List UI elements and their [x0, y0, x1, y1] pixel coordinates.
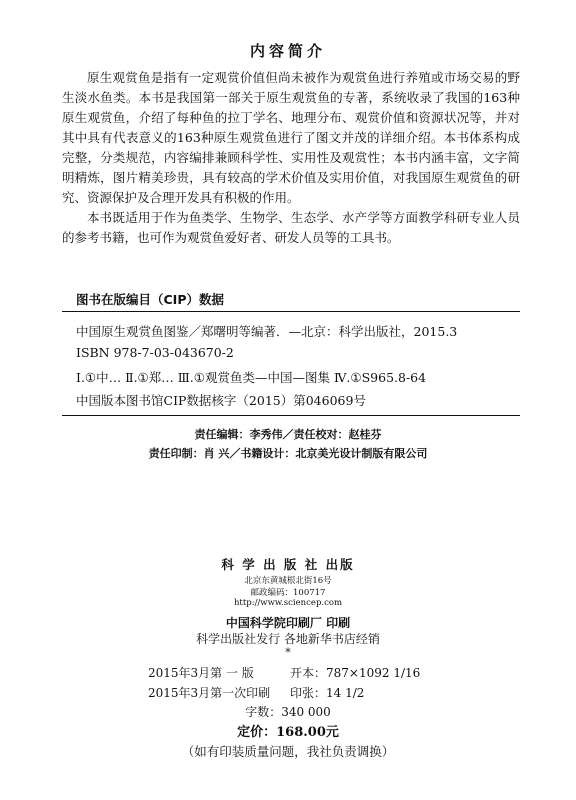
cip-classification: Ⅰ.①中… Ⅱ.①郑… Ⅲ.①观赏鱼类—中国—图集 Ⅳ.①S965.8-64 [76, 370, 427, 385]
cip-isbn: ISBN 978-7-03-043670-2 [76, 345, 234, 360]
editors-credit: 责任编辑：李秀伟／责任校对：赵桂芬 [194, 428, 382, 441]
word-count: 字数：340 000 [245, 705, 331, 719]
separator-star: * [285, 646, 291, 659]
distribution-line: 科学出版社发行 各地新华书店经销 [196, 632, 380, 646]
page-title: 内容简介 [249, 42, 326, 60]
publisher-line: 科 学 出 版 社 出版 [221, 557, 355, 572]
intro-paragraph-2: 本书既适用于作为鱼类学、生物学、生态学、水产学等方面教学科研专业人员的参考书籍，也可作为观赏鱼爱好者、研发人员等的工具书。 [62, 210, 520, 245]
intro-paragraph-1: 原生观赏鱼是指有一定观赏价值但尚未被作为观赏鱼进行养殖或市场交易的野生淡水鱼类。本书是我国第一部关于原生观赏鱼的专著，系统收录了我国的163种原生观赏鱼，介绍了每种鱼的拉丁学名、地理分布、观赏价值和资源状况等，并对其中具有代表意义的163种原生观赏鱼进行了图文并茂的详细介绍。本书体系构成完整，分类规范，内容编排兼顾科学性、实用性及观赏性；本书内涵丰富，文字简明精炼，图片精美珍贵，具有较高的学术价值及实用价值，对我国原生观赏鱼的研究、资源保护及合理开发具有积极的作用。 [62, 70, 520, 205]
cip-bottom-divider [62, 415, 520, 416]
sheets-line: 印张：14 1/2 [290, 686, 365, 700]
publisher-website: http://www.sciencep.com [233, 598, 343, 608]
cip-divider [62, 311, 520, 312]
printer-line: 中国科学院印刷厂 印刷 [225, 616, 351, 630]
cip-title-line: 中国原生观赏鱼图鉴／郑曙明等编著．—北京：科学出版社，2015.3 [76, 324, 458, 339]
publisher-postcode: 邮政编码：100717 [250, 588, 326, 598]
printing-line: 2015年3月第一次印刷 [148, 686, 271, 700]
quality-notice: （如有印装质量问题，我社负责调换） [181, 744, 395, 759]
publisher-address: 北京东黄城根北街16号 [244, 576, 332, 586]
price: 定价：168.00元 [237, 725, 339, 740]
printing-credit: 责任印制：肖 兴／书籍设计：北京美光设计制版有限公司 [148, 447, 428, 460]
introduction-text [62, 68, 520, 248]
edition-line: 2015年3月第 一 版 [148, 666, 254, 680]
format-line: 开本：787×1092 1/16 [290, 666, 421, 680]
cip-record-number: 中国版本图书馆CIP数据核字（2015）第046069号 [76, 393, 366, 408]
cip-heading: 图书在版编目（CIP）数据 [76, 292, 224, 307]
